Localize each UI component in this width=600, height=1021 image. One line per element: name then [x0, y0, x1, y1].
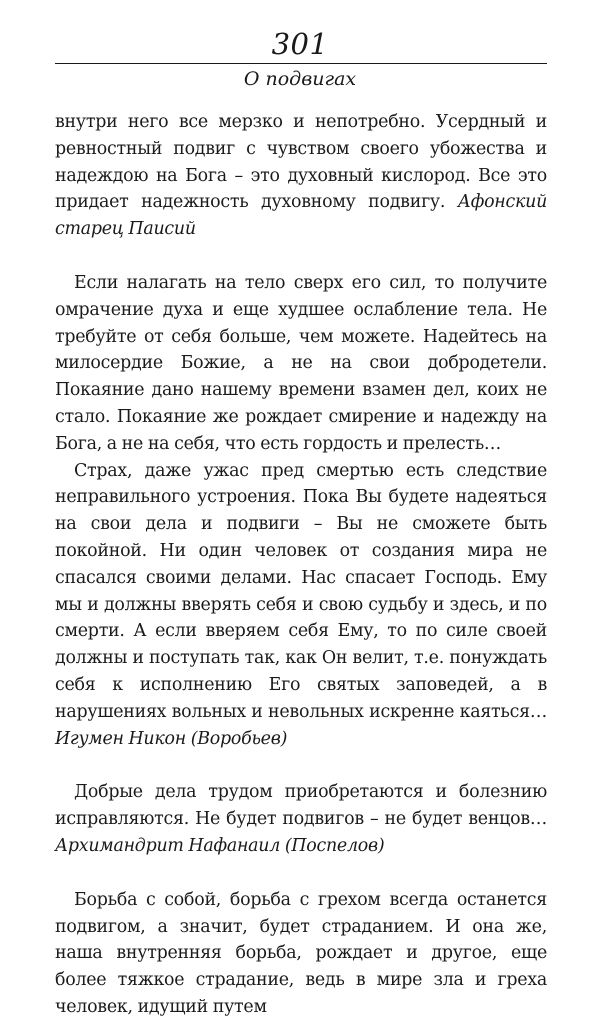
paragraph-3	[55, 458, 547, 753]
running-title: О подвигах	[243, 68, 357, 90]
body-text	[55, 109, 547, 1021]
paragraph-text: Если налагать на тело сверх его сил, то получите омрачение духа и еще худшее ослабление тела. Не требуйте от себя больше, чем можете. Надейтесь на милосердие Божие, а не на свои добродетели. Покаяние дано нашему времени взамен дел, коих не стало. Покаяние же рождает смирение и надежду на Бога, а не на себя, что есть гордость и прелесть…	[55, 272, 547, 454]
header-divider	[55, 63, 547, 64]
paragraph-text: Добрые дела трудом приобретаются и болезнию исправляются. Не будет подвигов – не будет венцов…	[55, 782, 547, 830]
paragraph-text: Страх, даже ужас пред смертью есть следствие неправильного устроения. Пока Вы будете надеяться на свои дела и подвиги – Вы не сможете быть покойной. Ни один человек от создания мира не спасался своими делами. Нас спасает Господь. Ему мы и должны вверять себя и свою судьбу и здесь, и по смерти. А если вверяем себя Ему, то по силе своей должны и поступать так, как Он велит, т.е. понуждать себя к исполнению Его святых заповедей, а в нарушениях вольных и невольных искренне каяться…	[55, 460, 547, 722]
quote-author: Афонский старец Паисий	[55, 192, 548, 240]
page-number: 301	[271, 27, 329, 61]
quote-author: Архимандрит Нафанаил (Поспелов)	[55, 835, 385, 856]
paragraph-5	[55, 887, 547, 1021]
paragraph-text: внутри него все мерзко и непотребно. Усердный и ревностный подвиг с чувством своего убожества и надеждою на Бога – это духовный кислород. Все это придает надежность духовному подвигу.	[55, 112, 547, 213]
paragraph-4	[55, 779, 547, 859]
paragraph-1	[55, 109, 547, 243]
quote-author: Игумен Никон (Воробьев)	[55, 728, 288, 749]
paragraph-2	[55, 270, 547, 458]
paragraph-text: Борьба с собой, борьба с грехом всегда останется подвигом, а значит, будет страданием. И она же, наша внутренняя борьба, рождает и другое, еще более тяжкое страдание, ведь в мире зла и греха человек, идущий путем	[55, 889, 547, 1017]
